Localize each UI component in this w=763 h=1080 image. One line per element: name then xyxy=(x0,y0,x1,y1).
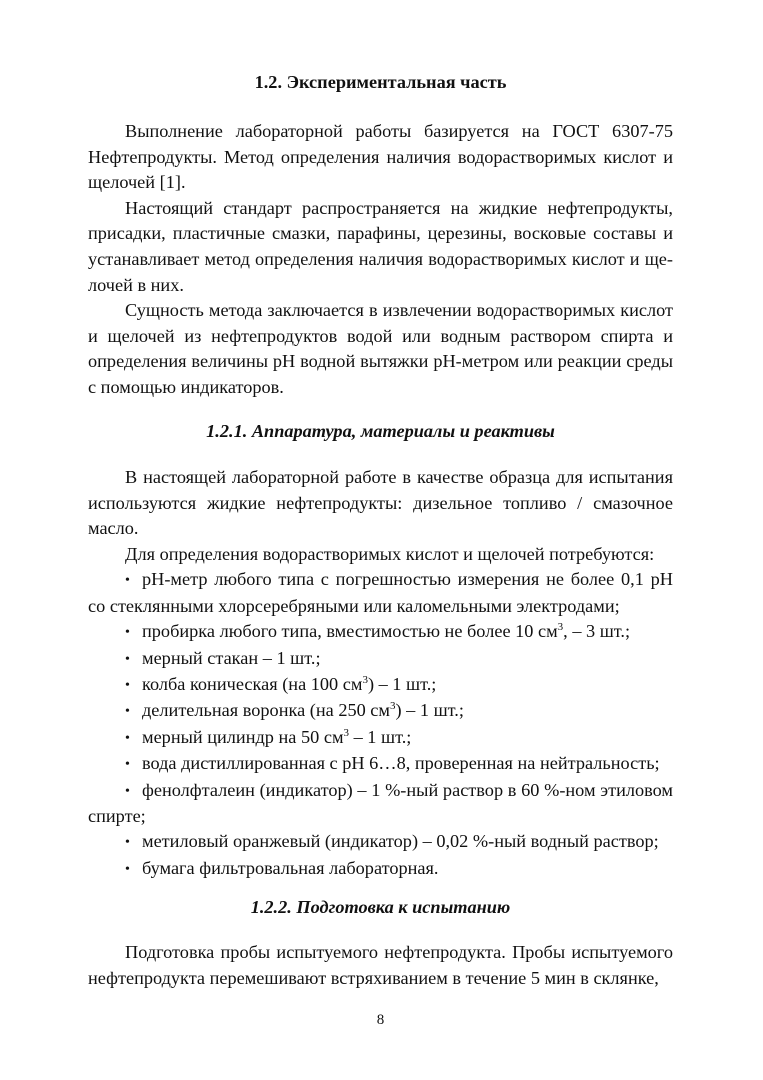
bullet-icon: • xyxy=(125,783,130,799)
list-item xyxy=(88,698,673,724)
list-item xyxy=(88,619,673,645)
superscript: 3 xyxy=(557,621,564,634)
paragraph: Настоящий стандарт распространяется на жидкие нефтепродукты, присадки, пластичные смазки, парафины, церезины, восковые составы и устанавливает метод определения наличия водорастворимых кислот и щелочей в них. xyxy=(88,197,673,295)
paragraph: Подготовка пробы испытуемого нефтепродукта. Пробы испытуемого нефтепродукта перемешивают встряхиванием в течение 5 мин в склянке, xyxy=(88,942,673,988)
list-item xyxy=(88,778,673,830)
superscript: 3 xyxy=(390,700,396,713)
bullet-icon: • xyxy=(125,678,130,693)
paragraph: Сущность метода заключается в извлечении водорастворимых кислот и щелочей из нефтепродуктов водой или водным раствором спирта и определения величины pH водной вытяжки pH-метром или реакции среды с помощью индикаторов. xyxy=(88,300,673,397)
bullet-icon: • xyxy=(125,651,130,667)
list-item-text: – 1 шт.; xyxy=(349,726,412,747)
bullet-icon: • xyxy=(125,573,130,589)
subsection-1-body xyxy=(88,465,673,882)
bullet-icon: • xyxy=(125,730,130,746)
bullet-icon: • xyxy=(125,757,130,773)
paragraph: Для определения водорастворимых кислот и щелочей потребуются: xyxy=(125,543,655,564)
section-title: 1.2. Экспериментальная часть xyxy=(254,72,507,92)
page-number: 8 xyxy=(376,1012,385,1028)
subsection-2-body xyxy=(88,940,673,991)
list-item-text: колба коническая (на 100 см xyxy=(142,674,363,694)
equipment-list xyxy=(88,567,673,882)
superscript: 3 xyxy=(362,674,368,686)
bullet-icon: • xyxy=(125,861,130,877)
list-item-text: бумага фильтровальная лабораторная. xyxy=(142,857,439,878)
list-item xyxy=(88,856,673,882)
list-item-text: мерный стакан – 1 шт.; xyxy=(142,647,321,668)
list-item-text: мерный цилиндр на 50 см xyxy=(142,726,344,747)
list-item xyxy=(88,751,673,777)
list-item xyxy=(88,725,673,751)
superscript: 3 xyxy=(343,726,350,739)
bullet-icon: • xyxy=(125,704,130,720)
paragraph: В настоящей лабораторной работе в качестве образца для испытания используются жидкие нефтепродукты: дизельное топливо / смазочное масло. xyxy=(88,467,673,539)
list-item xyxy=(88,829,673,855)
subsection-title: 1.2.2. Подготовка к испытанию xyxy=(250,897,511,917)
list-item-text: вода дистиллированная с pH 6…8, проверенная на нейтральность; xyxy=(142,753,660,774)
bullet-icon: • xyxy=(125,625,130,641)
list-item-text: метиловый оранжевый (индикатор) – 0,02 %-ный водный раствор; xyxy=(142,831,659,852)
list-item-text: делительная воронка (на 250 см xyxy=(142,700,390,721)
list-item-text: ) – 1 шт.; xyxy=(367,674,437,694)
list-item-text: пробирка любого типа, вместимостью не более 10 см xyxy=(142,621,558,642)
list-item xyxy=(88,672,673,698)
paragraph: Выполнение лабораторной работы базируется на ГОСТ 6307-75 Нефтепродукты. Метод определения наличия водорастворимых кислот и щелочей [1]. xyxy=(88,121,673,193)
list-item-text: pH-метр любого типа с погрешностью измерения не более 0,1 pH со стеклянными хлорсеребряными или каломельными электродами; xyxy=(88,569,673,616)
list-item-text: , – 3 шт.; xyxy=(563,621,631,642)
list-item xyxy=(88,567,673,619)
subsection-title: 1.2.1. Аппаратура, материалы и реактивы xyxy=(206,421,555,441)
list-item-text: ) – 1 шт.; xyxy=(395,700,464,721)
list-item-text: фенолфталеин (индикатор) – 1 %-ный раствор в 60 %-ном этиловом спирте; xyxy=(88,779,673,827)
section-intro xyxy=(88,119,673,401)
list-item xyxy=(88,646,673,672)
bullet-icon: • xyxy=(125,835,130,851)
